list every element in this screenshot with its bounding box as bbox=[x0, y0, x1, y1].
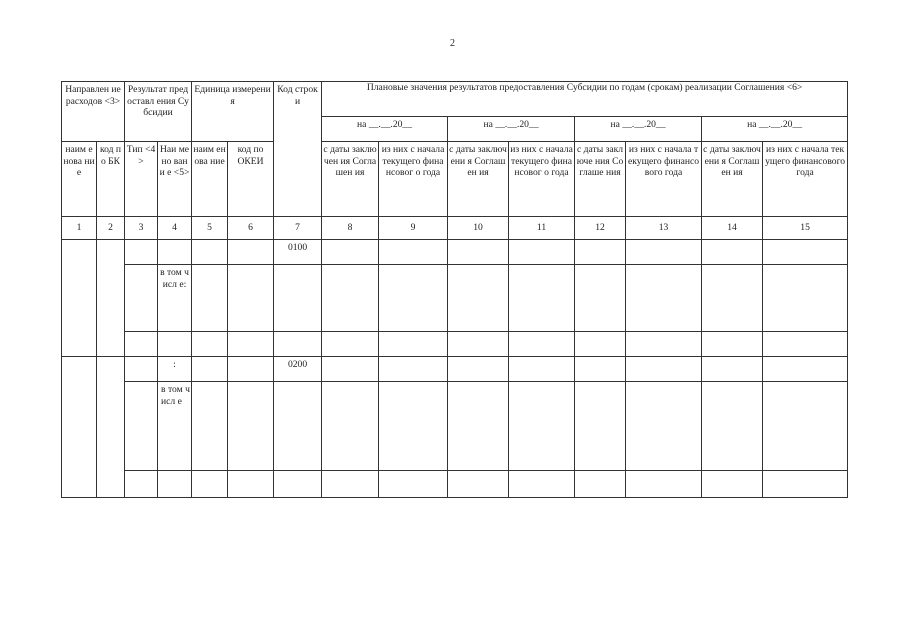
row-code-0200: 0200 bbox=[274, 357, 322, 382]
sub-iz-nih-3: из них с начала текущего финансового года bbox=[626, 142, 702, 217]
table-cell bbox=[379, 240, 448, 265]
table-row bbox=[62, 357, 848, 382]
table-cell bbox=[192, 332, 228, 357]
table-cell bbox=[448, 382, 509, 471]
table-cell bbox=[626, 265, 702, 332]
header-planovye: Плановые значения результатов предоставления Субсидии по годам (срокам) реализации Соглашения <6> bbox=[322, 82, 848, 117]
subsidy-results-table bbox=[61, 81, 848, 498]
table-cell bbox=[228, 357, 274, 382]
table-cell bbox=[158, 332, 192, 357]
sub-naimenovanie-1: наим енова ние bbox=[62, 142, 97, 217]
table-cell bbox=[509, 240, 575, 265]
colon-cell: : bbox=[158, 357, 192, 382]
table-cell bbox=[192, 265, 228, 332]
col-number: 5 bbox=[192, 217, 228, 240]
table-cell bbox=[125, 382, 158, 471]
row-code-0100: 0100 bbox=[274, 240, 322, 265]
table-cell bbox=[192, 471, 228, 498]
table-cell bbox=[322, 471, 379, 498]
table-cell bbox=[274, 382, 322, 471]
sub-s-daty-4: с даты заключени я Соглашен ия bbox=[702, 142, 763, 217]
table-cell bbox=[509, 265, 575, 332]
col-number: 4 bbox=[158, 217, 192, 240]
table-cell bbox=[763, 332, 848, 357]
header-rezultat: Результат предоставл ения Субсидии bbox=[125, 82, 192, 142]
table-cell bbox=[322, 265, 379, 332]
table-cell bbox=[62, 240, 97, 357]
sub-s-daty-2: с даты заключени я Соглашен ия bbox=[448, 142, 509, 217]
table-cell bbox=[702, 357, 763, 382]
table-cell bbox=[125, 240, 158, 265]
table-cell bbox=[274, 471, 322, 498]
table-row bbox=[62, 332, 848, 357]
sub-iz-nih-1: из них с начала текущего финансовог о года bbox=[379, 142, 448, 217]
header-kod-stroki: Код строки bbox=[274, 82, 322, 217]
table-cell bbox=[702, 332, 763, 357]
sub-iz-nih-2: из них с начала текущего финансовог о года bbox=[509, 142, 575, 217]
table-cell bbox=[322, 332, 379, 357]
table-cell bbox=[228, 240, 274, 265]
table-cell bbox=[509, 357, 575, 382]
table-cell bbox=[626, 382, 702, 471]
table-cell bbox=[575, 332, 626, 357]
v-tom-chisle-label: в том числ е: bbox=[158, 265, 192, 332]
table-cell bbox=[763, 265, 848, 332]
table-cell bbox=[702, 382, 763, 471]
sub-kod-bk: код по БК bbox=[97, 142, 125, 217]
table-cell bbox=[626, 240, 702, 265]
table-cell bbox=[448, 265, 509, 332]
col-number: 1 bbox=[62, 217, 97, 240]
col-number: 8 bbox=[322, 217, 379, 240]
table-cell bbox=[575, 471, 626, 498]
header-edinica: Единица измерения bbox=[192, 82, 274, 142]
table-cell bbox=[575, 357, 626, 382]
table-cell bbox=[448, 332, 509, 357]
table-cell bbox=[448, 357, 509, 382]
sub-iz-nih-4: из них с начала текущего финансового года bbox=[763, 142, 848, 217]
table-cell bbox=[125, 471, 158, 498]
table-cell bbox=[97, 240, 125, 357]
table-cell bbox=[125, 357, 158, 382]
table-cell bbox=[228, 471, 274, 498]
table-cell bbox=[575, 240, 626, 265]
period-3: на __.__.20__ bbox=[575, 117, 702, 142]
table-cell bbox=[192, 382, 228, 471]
col-number: 12 bbox=[575, 217, 626, 240]
col-number: 6 bbox=[228, 217, 274, 240]
page-number: 2 bbox=[450, 38, 455, 49]
table-cell bbox=[509, 382, 575, 471]
table-cell bbox=[158, 240, 192, 265]
table-row bbox=[62, 382, 848, 471]
table-cell bbox=[158, 471, 192, 498]
table-cell bbox=[763, 240, 848, 265]
sub-s-daty-3: с даты заключе ния Соглаше ния bbox=[575, 142, 626, 217]
table-cell bbox=[379, 357, 448, 382]
table-cell bbox=[763, 471, 848, 498]
col-number: 13 bbox=[626, 217, 702, 240]
table-cell bbox=[322, 240, 379, 265]
col-number: 15 bbox=[763, 217, 848, 240]
table-row bbox=[62, 240, 848, 265]
sub-s-daty-1: с даты заключен ия Соглашен ия bbox=[322, 142, 379, 217]
table-cell bbox=[575, 382, 626, 471]
table-cell bbox=[97, 357, 125, 498]
table-row bbox=[62, 471, 848, 498]
table-cell bbox=[448, 240, 509, 265]
sub-tip: Тип <4> bbox=[125, 142, 158, 217]
table-cell bbox=[322, 357, 379, 382]
table-cell bbox=[379, 265, 448, 332]
table-cell bbox=[763, 382, 848, 471]
table-cell bbox=[379, 471, 448, 498]
table-cell bbox=[228, 332, 274, 357]
v-tom-chisle-label: в том числ е bbox=[158, 382, 192, 471]
table-cell bbox=[702, 265, 763, 332]
col-number: 10 bbox=[448, 217, 509, 240]
col-number: 14 bbox=[702, 217, 763, 240]
sub-naimenovanie-3: наим енова ние bbox=[192, 142, 228, 217]
table-cell bbox=[228, 265, 274, 332]
table-cell bbox=[379, 382, 448, 471]
table-cell bbox=[626, 332, 702, 357]
table-cell bbox=[379, 332, 448, 357]
table-cell bbox=[626, 357, 702, 382]
table-cell bbox=[228, 382, 274, 471]
col-number: 2 bbox=[97, 217, 125, 240]
table-cell bbox=[192, 240, 228, 265]
col-number: 9 bbox=[379, 217, 448, 240]
table-cell bbox=[274, 265, 322, 332]
sub-kod-okei: код по ОКЕИ bbox=[228, 142, 274, 217]
period-2: на __.__.20__ bbox=[448, 117, 575, 142]
table-cell bbox=[509, 471, 575, 498]
table-cell bbox=[702, 471, 763, 498]
table-cell bbox=[125, 332, 158, 357]
table-cell bbox=[192, 357, 228, 382]
table-cell bbox=[62, 357, 97, 498]
table-cell bbox=[575, 265, 626, 332]
table-row bbox=[62, 265, 848, 332]
table-cell bbox=[322, 382, 379, 471]
header-napravlenie: Направлен ие расходов <3> bbox=[62, 82, 125, 142]
table-cell bbox=[448, 471, 509, 498]
table-cell bbox=[702, 240, 763, 265]
table-cell bbox=[509, 332, 575, 357]
table-cell bbox=[274, 332, 322, 357]
table-cell bbox=[626, 471, 702, 498]
col-number: 3 bbox=[125, 217, 158, 240]
period-1: на __.__.20__ bbox=[322, 117, 448, 142]
sub-naimenovanie-2: Наи мено вани е <5> bbox=[158, 142, 192, 217]
col-number: 7 bbox=[274, 217, 322, 240]
col-number: 11 bbox=[509, 217, 575, 240]
period-4: на __.__.20__ bbox=[702, 117, 848, 142]
table-cell bbox=[763, 357, 848, 382]
table-cell bbox=[125, 265, 158, 332]
